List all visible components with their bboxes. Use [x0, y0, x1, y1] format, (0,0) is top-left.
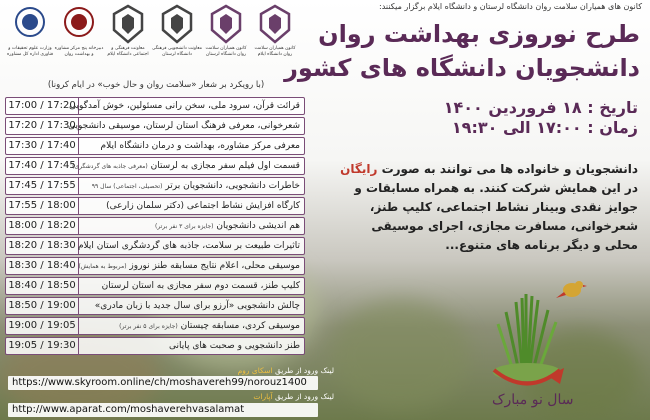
emblem-icon — [259, 4, 291, 44]
schedule-item-title: شعرخوانی، معرفی فرهنگ استان لرستان، موسیقی دانشجویی — [68, 121, 300, 131]
subtitle: (با رویکرد بر شعار «سلامت روان و حال خوب» در ایام کرونا) — [47, 80, 265, 90]
schedule-item — [81, 338, 300, 354]
schedule-item — [81, 278, 300, 294]
schedule-time: 17:20 / 17:30 — [6, 118, 79, 134]
emblem-icon — [112, 4, 144, 44]
background-bokeh — [330, 300, 470, 410]
event-time: زمان : ۱۷:۰۰ الی ۱۹:۳۰ — [451, 118, 638, 137]
page-title-line1: طرح نوروزی بهداشت روان — [318, 20, 640, 48]
seal-icon — [14, 4, 46, 44]
logo-caption: کانون همیاران سلامت روان دانشگاه لرستان — [205, 46, 247, 57]
schedule-item-title: معرفی مرکز مشاوره، بهداشت و درمان دانشگاه ایلام — [100, 141, 300, 151]
organizers-line: کانون های همیاران سلامت روان دانشگاه لرستان و دانشگاه ایلام برگزار میکنند: — [379, 2, 642, 11]
schedule-item-note: (مربوط به همایش) — [78, 263, 127, 270]
schedule-item-title: قسمت اول فیلم سفر مجازی به لرستان — [150, 161, 300, 171]
schedule-row — [5, 97, 305, 115]
logo-caption: معاونت دانشجویی فرهنگی دانشگاه لرستان — [151, 46, 202, 57]
schedule-time: 18:20 / 18:30 — [6, 238, 79, 254]
description-highlight: رایگان — [340, 162, 378, 176]
schedule-row — [5, 237, 305, 255]
schedule-time: 17:00 / 17:20 — [6, 98, 79, 114]
schedule-row — [5, 257, 305, 275]
schedule-item-title: قرائت قرآن، سرود ملی، سخن رانی مسئولین، خوش آمدگویی — [68, 101, 300, 111]
schedule-item — [68, 98, 300, 114]
logo-caption: معاونت فرهنگی و اجتماعی دانشگاه ایلام — [107, 46, 149, 57]
schedule-time: 19:00 / 19:05 — [6, 318, 79, 334]
schedule-item-note: (معرفی جاذبه های گردشگری) — [72, 163, 148, 170]
schedule-row — [5, 337, 305, 355]
schedule-row — [5, 197, 305, 215]
schedule-time: 17:30 / 17:40 — [6, 138, 79, 154]
schedule-time: 18:30 / 18:40 — [6, 258, 79, 274]
schedule-item — [77, 238, 300, 254]
bird-icon — [556, 281, 587, 298]
schedule-row — [5, 137, 305, 155]
schedule-item — [68, 118, 300, 134]
schedule-item-title: طنز دانشجویی و صحبت های پایانی — [168, 341, 300, 351]
schedule-table — [5, 97, 305, 357]
skyroom-caption-text: لینک ورود از طریق — [274, 366, 334, 375]
schedule-time: 17:55 / 18:00 — [6, 198, 79, 214]
wheat-sprouts-icon — [498, 294, 556, 367]
schedule-item-title: موسیقی کردی، مسابقه چیستان — [180, 321, 300, 331]
emblem-icon — [210, 4, 242, 44]
schedule-item — [81, 178, 300, 194]
schedule-item — [81, 218, 300, 234]
aparat-caption-text: لینک ورود از طریق — [274, 392, 334, 401]
schedule-time: 18:50 / 19:00 — [6, 298, 79, 314]
skyroom-caption — [238, 366, 334, 375]
logo-caption: وزارت علوم تحقیقات و فناوری اداره کل مشاوره — [6, 46, 54, 57]
skyroom-link[interactable]: https://www.skyroom.online/ch/moshavereh99/norouz1400 — [8, 376, 318, 390]
description-part1: دانشجویان و خانواده ها می توانند به صورت — [381, 162, 638, 176]
schedule-item-title: موسیقی محلی، اعلام نتایج مسابقه طنز نوروز — [129, 261, 300, 271]
aparat-link[interactable]: http://www.aparat.com/moshaverehvasalamat — [8, 403, 318, 417]
schedule-row — [5, 317, 305, 335]
schedule-row — [5, 157, 305, 175]
schedule-item — [81, 138, 300, 154]
schedule-item-title: تاثیرات طبیعت بر سلامت، جاذبه های گردشگری استان ایلام — [77, 241, 300, 251]
schedule-item — [81, 298, 300, 314]
schedule-time: 19:05 / 19:30 — [6, 338, 79, 354]
schedule-item-note: (جایزه برای ۳ نفر برتر) — [154, 223, 214, 230]
schedule-item-title: کلیپ طنز، قسمت دوم سفر مجازی به استان لرستان — [101, 281, 300, 291]
schedule-item-title: هم اندیشی دانشجویان — [216, 221, 300, 231]
description-part2: در این همایش شرکت کنند. — [479, 181, 638, 195]
page-title-line2: دانشجویان دانشگاه های کشور — [284, 54, 640, 82]
schedule-time: 17:45 / 17:55 — [6, 178, 79, 194]
seal-icon — [63, 4, 95, 44]
aparat-caption — [253, 392, 334, 401]
schedule-time: 17:40 / 17:45 — [6, 158, 79, 174]
event-date: تاریخ : ۱۸ فروردین ۱۴۰۰ — [443, 98, 638, 117]
nowruz-sabzeh-illustration — [452, 272, 602, 412]
nowruz-greeting: سال نو مبارک — [492, 392, 574, 408]
skyroom-name: اسکای روم — [237, 366, 273, 375]
emblem-icon — [161, 4, 193, 44]
schedule-item — [81, 318, 300, 334]
schedule-row — [5, 177, 305, 195]
logo-caption: کانون همیاران سلامت روان دانشگاه ایلام — [254, 46, 296, 57]
schedule-item — [81, 198, 300, 214]
schedule-time: 18:40 / 18:50 — [6, 278, 79, 294]
schedule-item — [78, 258, 300, 274]
schedule-row — [5, 277, 305, 295]
schedule-item-title: کارگاه افزایش نشاط اجتماعی (دکتر سلمان زارعی) — [106, 201, 300, 211]
logo-caption: دبیرخانه پنج مرکز مشاوره و بهداشت روان — [54, 46, 104, 57]
logo-strip — [4, 2, 294, 66]
schedule-row — [5, 297, 305, 315]
schedule-item-note: (جایزه برای ۵ نفر برتر) — [119, 323, 178, 330]
aparat-name: آپارات — [253, 392, 273, 401]
schedule-item-note: (تحصیلی، اجتماعی) سال ۹۹ — [91, 183, 163, 190]
schedule-row — [5, 217, 305, 235]
schedule-item — [72, 158, 300, 174]
schedule-row — [5, 117, 305, 135]
event-description — [338, 160, 638, 255]
schedule-item-title: چالش دانشجویی «آرزو برای سال جدید با زبان مادری» — [94, 301, 300, 311]
description-part3: به همراه مسابقات و جوایز نقدی وبینار نشاط اجتماعی، کلیپ طنز، شعرخوانی، مسافرت مجازی، اجرای موسیقی محلی و دیگر برنامه های متنوع... — [354, 181, 638, 252]
schedule-time: 18:00 / 18:20 — [6, 218, 79, 234]
schedule-item-title: خاطرات دانشجویی، دانشجویان برتر — [165, 181, 300, 191]
